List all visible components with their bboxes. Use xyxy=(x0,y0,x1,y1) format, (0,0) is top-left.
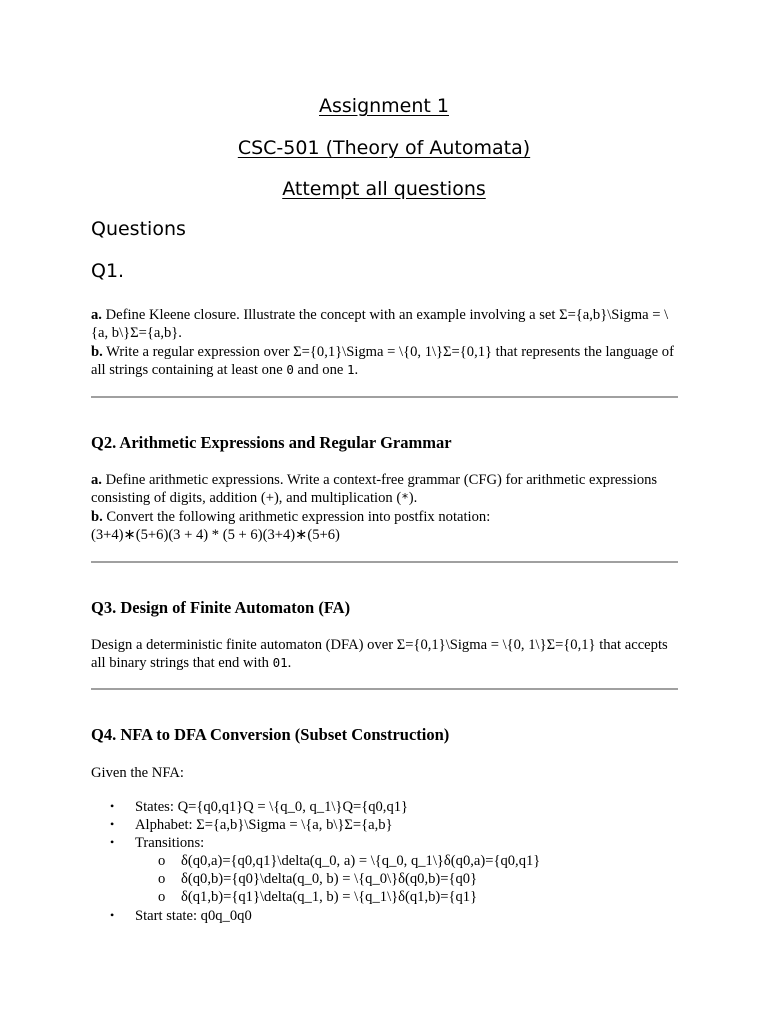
q2-a-text-end: ). xyxy=(408,490,418,507)
q4-transition-item: δ(q0,b)={q0}\delta(q_0, b) = \{q_0\}δ(q0,b)={q0} xyxy=(181,871,478,887)
q1-a-text: Define Kleene closure. Illustrate the concept with an example involving a set Σ={a,b}\Sigma = \{a, b\}Σ={a,b}. xyxy=(91,307,669,342)
q4-start-state: Start state: q0q_0q0 xyxy=(135,908,252,924)
q4-transition-item: δ(q1,b)={q1}\delta(q_1, b) = \{q_1\}δ(q1,b)={q1} xyxy=(181,889,478,905)
q4-intro: Given the NFA: xyxy=(91,765,184,781)
course-title: CSC-501 (Theory of Automata) xyxy=(237,137,531,159)
sub-bullet-marker: o xyxy=(158,871,166,887)
q3-text-end: . xyxy=(287,655,292,672)
bullet-dot: • xyxy=(110,908,115,922)
q2-b-label: b. xyxy=(91,508,103,525)
q3-text: Design a deterministic finite automaton (DFA) over Σ={0,1}\Sigma = \{0, 1\}Σ={0,1} that accepts all binary strings that end with xyxy=(91,637,668,672)
q1-b-text-1: Write a regular expression over Σ={0,1}\Sigma = \{0, 1\}Σ={0,1} that represents the language of all strings containing at least one xyxy=(91,343,674,378)
q4-transition-item: δ(q0,a)={q0,q1}\delta(q_0, a) = \{q_0, q_1\}δ(q0,a)={q0,q1} xyxy=(181,853,541,869)
q2-a-code: * xyxy=(401,490,409,506)
q2-body xyxy=(91,471,681,544)
questions-heading: Questions xyxy=(91,218,186,240)
q4-states: States: Q={q0,q1}Q = \{q_0, q_1\}Q={q0,q1} xyxy=(135,799,409,815)
q4-transitions-label: Transitions: xyxy=(135,835,205,851)
q1-a-label: a. xyxy=(91,307,102,323)
q2-a-label: a. xyxy=(91,472,102,488)
q3-heading: Q3. Design of Finite Automaton (FA) xyxy=(91,598,351,617)
q1-b-text-2: and one xyxy=(297,361,344,378)
q4-alphabet: Alphabet: Σ={a,b}\Sigma = \{a, b\}Σ={a,b} xyxy=(135,817,393,833)
q3-body xyxy=(91,636,681,673)
assignment-title: Assignment 1 xyxy=(319,95,449,117)
q2-part-b xyxy=(91,508,681,526)
q1-part-b xyxy=(91,343,681,380)
q1-b-text-3: . xyxy=(354,361,359,378)
q1-b-code-1: 1 xyxy=(347,361,355,377)
q1-b-label: b. xyxy=(91,343,103,360)
q2-part-a xyxy=(91,471,681,508)
sub-bullet-marker: o xyxy=(158,853,166,869)
divider-3 xyxy=(91,688,678,690)
q1-body xyxy=(91,306,681,379)
q1-part-a xyxy=(91,306,681,343)
bullet-dot: • xyxy=(110,799,115,813)
q2-heading: Q2. Arithmetic Expressions and Regular Grammar xyxy=(91,433,452,452)
sub-bullet-marker: o xyxy=(158,889,166,905)
divider-2 xyxy=(91,561,678,563)
q1-heading: Q1. xyxy=(91,260,125,282)
q2-b-text: Convert the following arithmetic expression into postfix notation: xyxy=(106,508,491,525)
q3-code: 01 xyxy=(272,655,288,671)
bullet-dot: • xyxy=(110,817,115,831)
q4-heading: Q4. NFA to DFA Conversion (Subset Construction) xyxy=(91,725,450,744)
instruction-heading: Attempt all questions xyxy=(282,178,486,200)
bullet-dot: • xyxy=(110,835,115,849)
q1-b-code-0: 0 xyxy=(286,361,294,377)
q2-a-text: Define arithmetic expressions. Write a context-free grammar (CFG) for arithmetic expressions consisting of digits, addition (+), and multiplication ( xyxy=(91,472,658,507)
divider-1 xyxy=(91,396,678,398)
q2-expression: (3+4)∗(5+6)(3 + 4) * (5 + 6)(3+4)∗(5+6) xyxy=(91,526,340,543)
